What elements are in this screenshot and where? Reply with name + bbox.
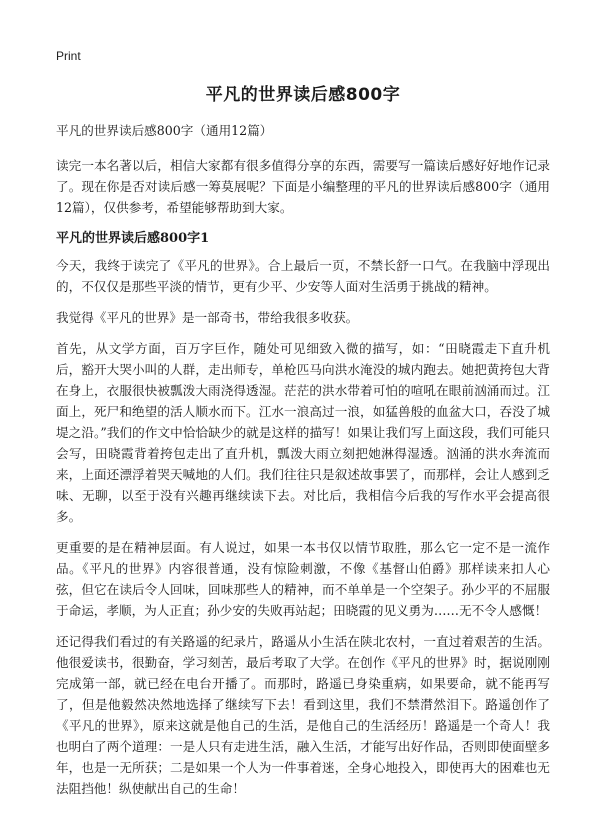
body-paragraph-3: 首先，从文学方面，百万字巨作，随处可见细致入微的描写，如：“田晓霞走下直升机后，豁开大哭小叫的人群，走出师专，单枪匹马向洪水淹没的城内跑去。她把黄挎包大背在身上，衣服很快被瓢泼大雨浇得透湿。茫茫的洪水带着可怕的喧吼在眼前汹涌而过。江面上，死尸和绝望的活人顺水而下。江水一浪高过一浪，如猛兽般的血盆大口，吞没了城堤之沿。”我们的作文中恰恰缺少的就是这样的描写！如果让我们写上面这段，我们可能只会写，田晓霞背着挎包走出了直升机，瓢泼大雨立刻把她淋得湿透。汹涌的洪水奔流而来，上面还漂浮着哭天喊地的人们。我们往往只是叙述故事罢了，而那样，会让人感到乏味、无聊，以至于没有兴趣再继续读下去。对比后，我相信今后我的写作水平会提高很多。 [56,341,550,524]
body-paragraph-1: 今天，我终于读完了《平凡的世界》。合上最后一页，不禁长舒一口气。在我脑中浮现出的，不仅仅是那些平淡的情节，更有少平、少安等人面对生活勇于挑战的精神。 [56,258,550,294]
document-subtitle: 平凡的世界读后感800字（通用12篇） [56,123,273,138]
body-paragraph-5: 还记得我们看过的有关路遥的纪录片，路遥从小生活在陕北农村，一直过着艰苦的生活。他很爱读书，很勤奋，学习刻苦，最后考取了大学。在创作《平凡的世界》时，据说刚刚完成第一部，就已经在电台开播了。而那时，路遥已身染重病，如果要命，就不能再写了，但是他毅然决然地选择了继续写下去！看到这里，我们不禁潸然泪下。路遥创作了《平凡的世界》，原来这就是他自己的生活，是他自己的生活经历！路遥是一个奇人！我也明白了两个道理：一是人只有走进生活，融入生活，才能写出好作品，否则即使面壁多年，也是一无所获；二是如果一个人为一件事着迷，全身心地投入，即使再大的困难也无法阻挡他！纵使献出自己的生命！ [56,634,550,796]
section-heading: 平凡的世界读后感800字1 [56,231,210,246]
document-title: 平凡的世界读后感800字 [205,85,401,105]
print-link[interactable]: Print [56,49,81,63]
intro-paragraph: 读完一本名著以后，相信大家都有很多值得分享的东西，需要写一篇读后感好好地作记录了。现在你是否对读后感一筹莫展呢？下面是小编整理的平凡的世界读后感800字（通用12篇），仅供参考，希望能够帮助到大家。 [56,158,550,215]
body-paragraph-2: 我觉得《平凡的世界》是一部奇书，带给我很多收获。 [56,310,359,325]
document-body [56,120,550,809]
body-paragraph-4: 更重要的是在精神层面。有人说过，如果一本书仅以情节取胜，那么它一定不是一流作品。《平凡的世界》内容很普通，没有惊险刺激，不像《基督山伯爵》那样读来扣人心弦，但它在读后令人回味，回味那些人的精神，而不单单是一个空架子。孙少平的不屈服于命运，孝顺，为人正直；孙少安的失败再站起；田晓霞的见义勇为……无不令人感慨！ [56,540,550,618]
